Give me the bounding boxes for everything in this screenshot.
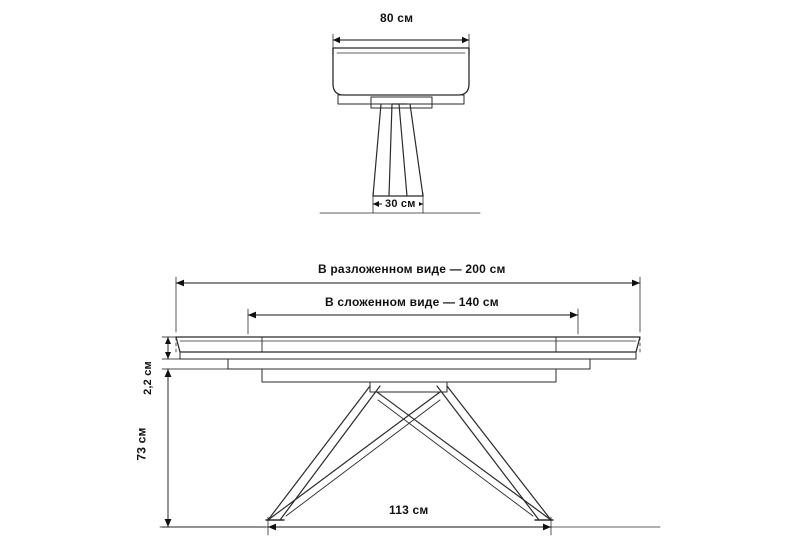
top-view-group (320, 48, 480, 213)
dim-height-73 (162, 369, 266, 527)
dimension-label-extended: В разложенном виде — 200 см (315, 262, 509, 276)
dim-folded-140 (248, 309, 578, 334)
dimension-label-depth-base: 30 см (382, 198, 419, 210)
dim-base-113 (268, 517, 551, 535)
dimension-label-folded: В сложенном виде — 140 см (322, 295, 502, 309)
dimension-label-width-top: 80 см (377, 11, 416, 25)
dimension-label-base-width: 113 см (386, 503, 431, 517)
dimension-label-thickness: 2,2 см (142, 358, 154, 398)
front-view-group (160, 337, 660, 527)
dimension-label-height: 73 см (135, 424, 149, 463)
